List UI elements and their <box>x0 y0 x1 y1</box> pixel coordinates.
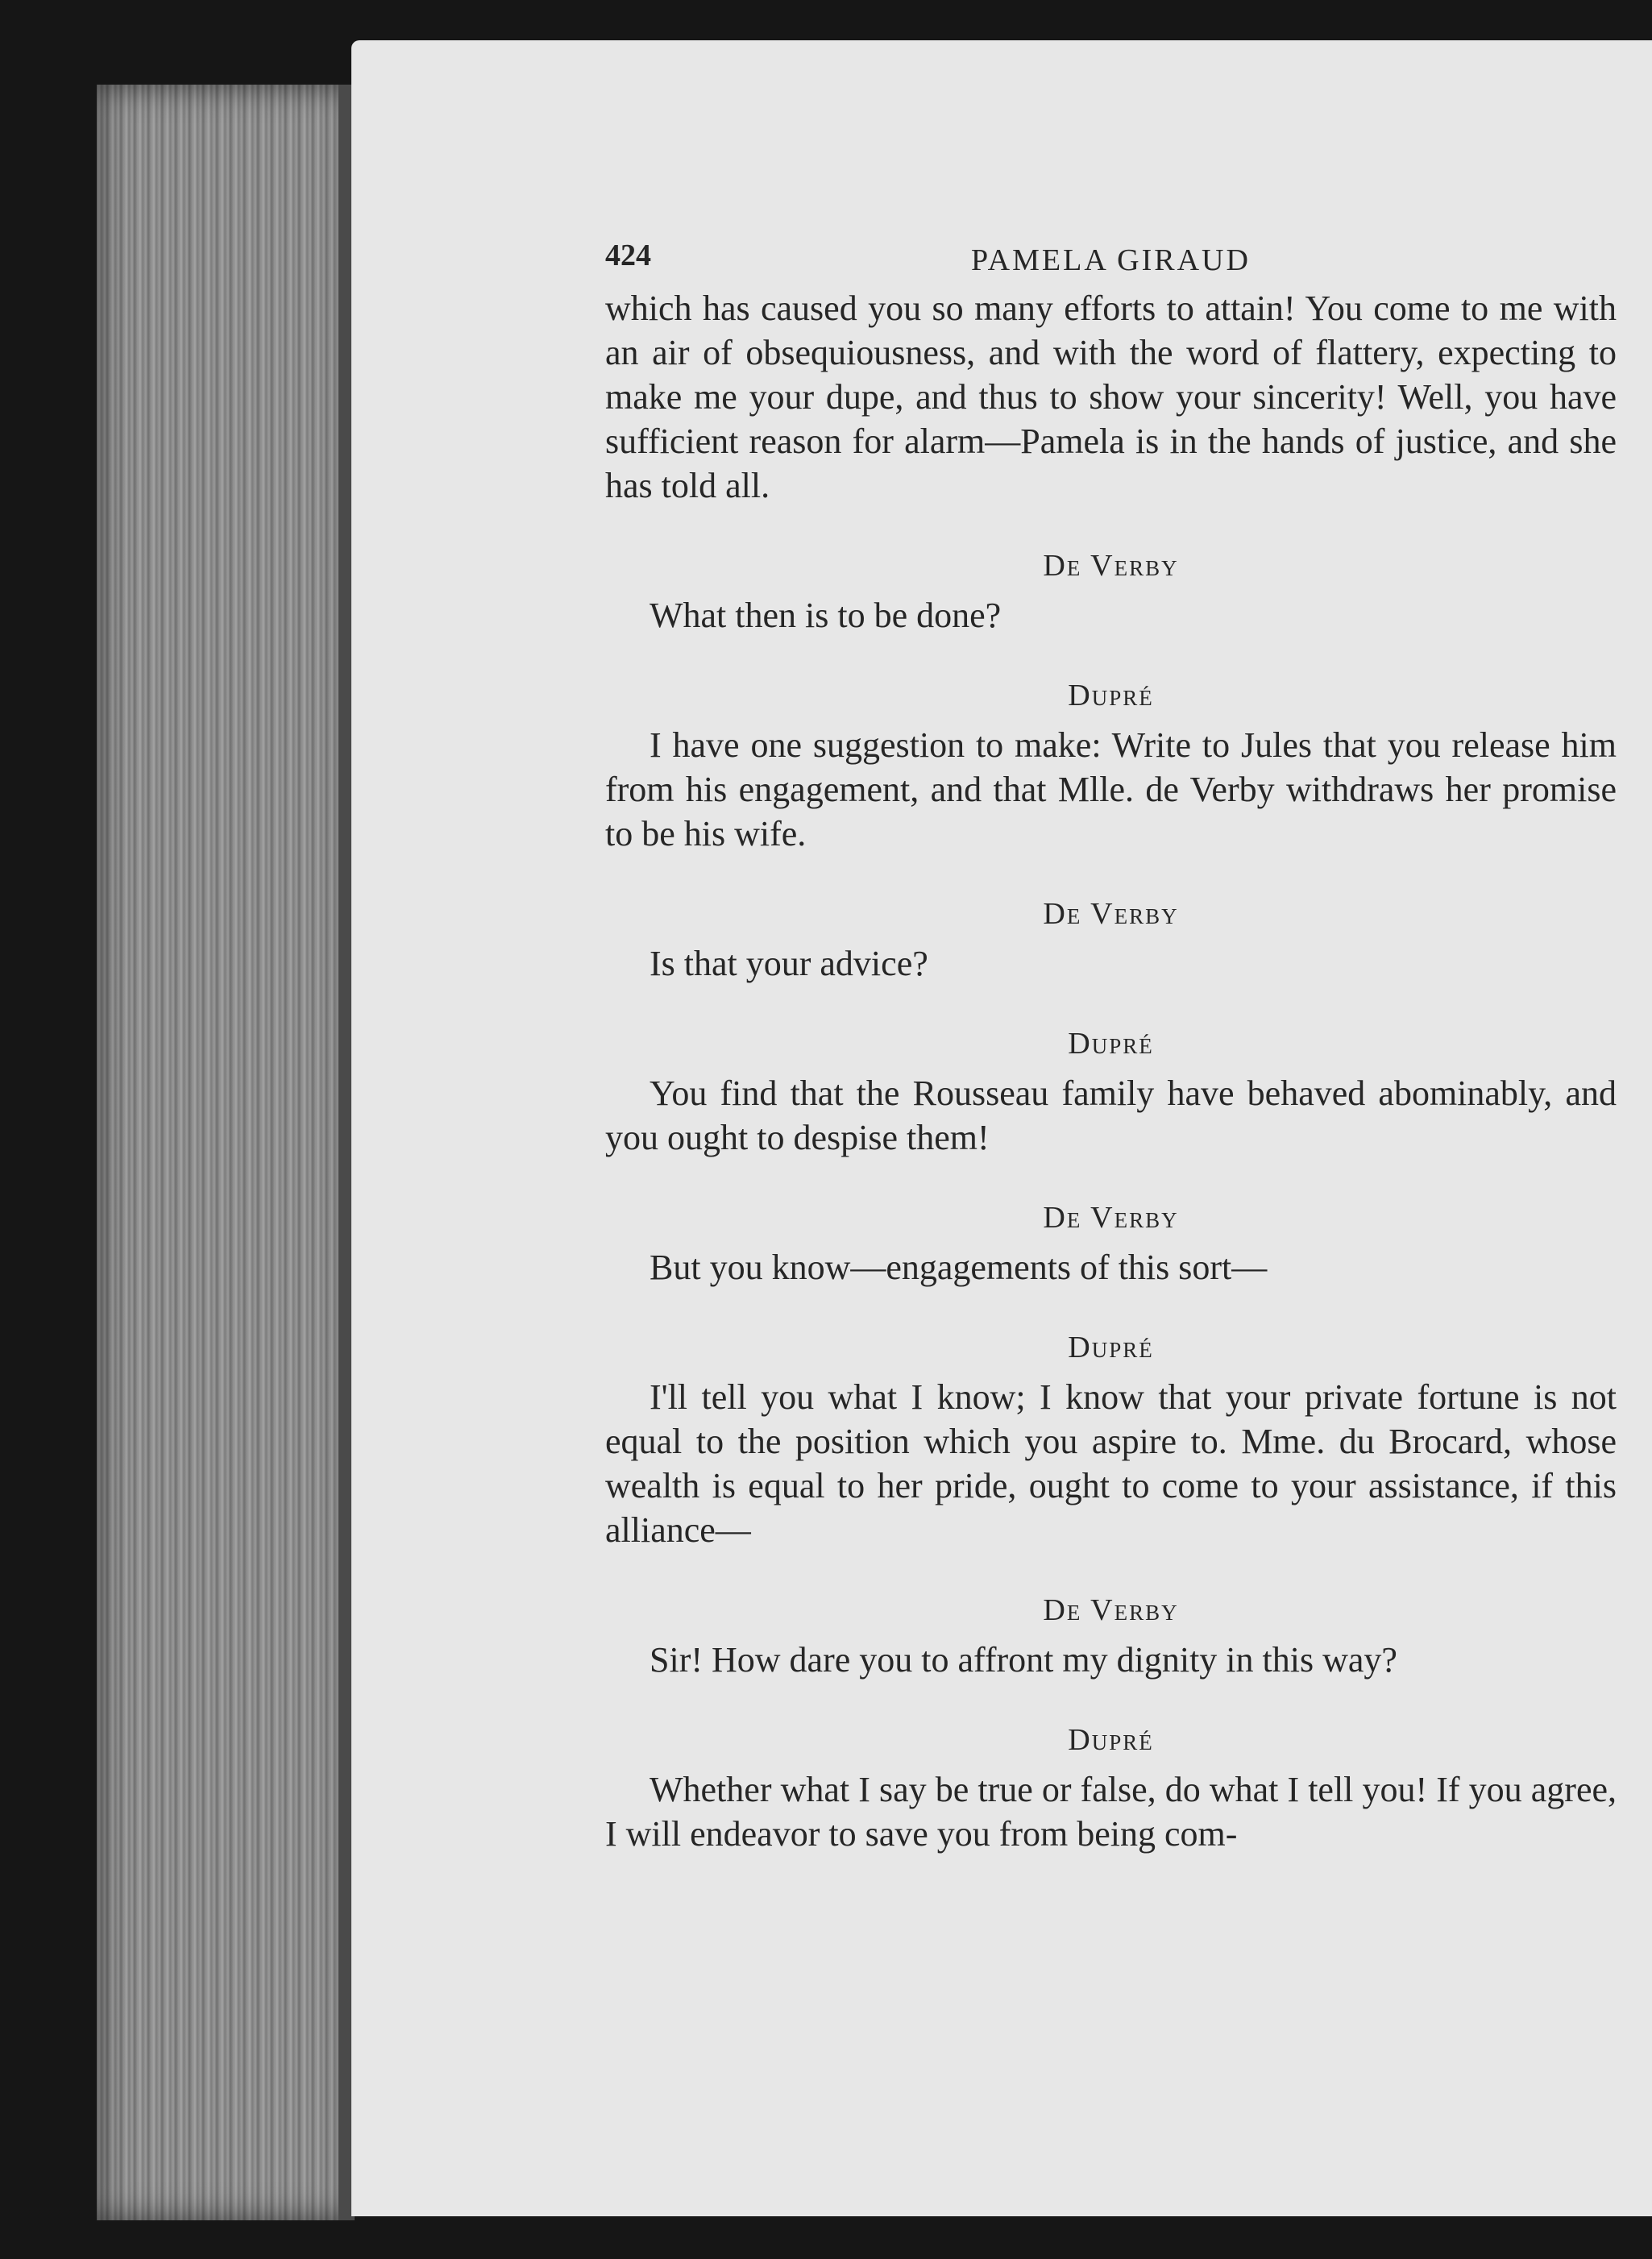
page-content <box>605 238 1617 1856</box>
speaker-name: De Verby <box>1043 549 1179 583</box>
book-spine <box>97 85 355 2220</box>
speaker-name: Dupré <box>1068 1723 1154 1757</box>
speech-text: Is that your advice? <box>650 944 928 983</box>
speech-text: I'll tell you what I know; I know that your private fortune is not equal to the position which you aspire to. Mme. du Brocard, whose wealth is equal to her pride, ought to come to your assistance, if this alliance— <box>605 1377 1617 1550</box>
page-number: 424 <box>605 239 651 272</box>
speech-text: I have one suggestion to make: Write to Jules that you release him from his engagement, and that Mlle. de Verby withdraws her promise to be his wife. <box>605 725 1617 853</box>
speaker-name: Dupré <box>1068 679 1154 712</box>
speech-text: What then is to be done? <box>650 596 1002 635</box>
speaker-name: De Verby <box>1043 1201 1179 1235</box>
speech-text: But you know—engagements of this sort— <box>650 1248 1268 1287</box>
speaker-name: De Verby <box>1043 1593 1179 1627</box>
speaker-name: Dupré <box>1068 1027 1154 1061</box>
speech-text: Sir! How dare you to affront my dignity in this way? <box>650 1640 1397 1680</box>
running-title: PAMELA GIRAUD <box>971 243 1251 277</box>
book-page <box>351 40 1652 2216</box>
speaker-name: Dupré <box>1068 1331 1154 1364</box>
speech-text: Whether what I say be true or false, do what I tell you! If you agree, I will endeavor to save you from being com- <box>605 1770 1617 1854</box>
dialogue <box>605 548 1617 1856</box>
speech-text: You find that the Rousseau family have behaved abominably, and you ought to despise them! <box>605 1073 1617 1157</box>
speaker-name: De Verby <box>1043 897 1179 931</box>
opening-paragraph: which has caused you so many efforts to attain! You come to me with an air of obsequiousness, and with the word of flattery, expecting to make me your dupe, and thus to show your sincerity! Well, you have sufficient reason for alarm—Pamela is in the hands of justice, and she has told all. <box>605 289 1617 505</box>
running-head <box>605 238 1617 286</box>
